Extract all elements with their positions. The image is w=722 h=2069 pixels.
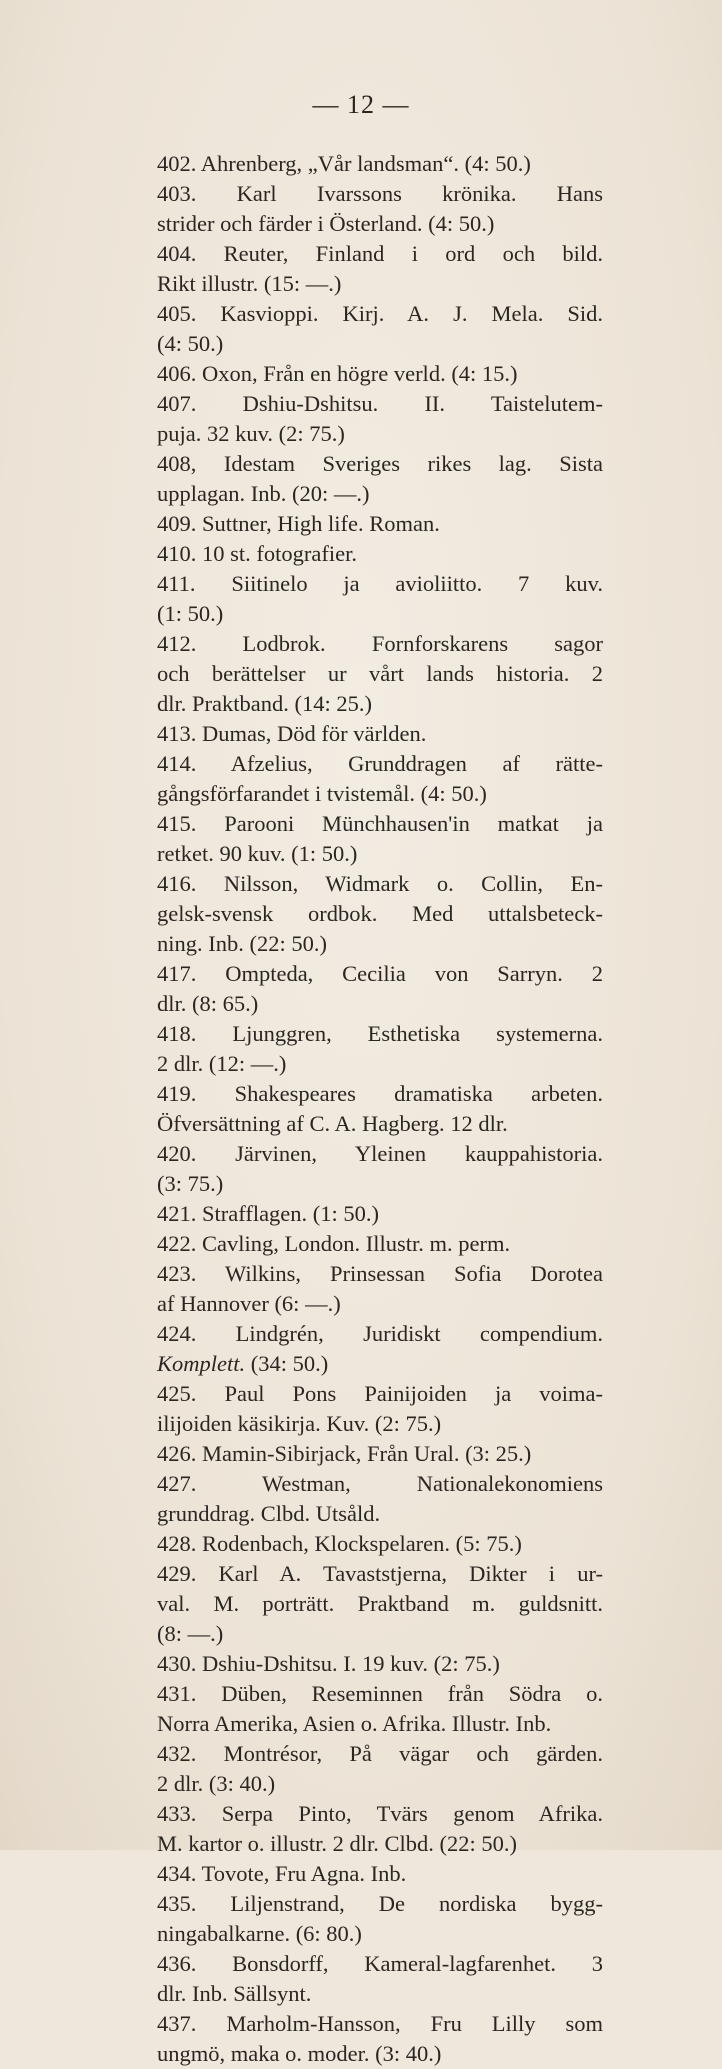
catalog-entry (157, 1229, 603, 1259)
catalog-entry (157, 359, 603, 389)
entry-line: val. M. porträtt. Praktband m. guldsnitt. (157, 1591, 603, 1616)
catalog-entry (157, 1529, 603, 1559)
catalog-entry (157, 179, 603, 239)
catalog-entry (157, 1079, 603, 1139)
catalog-entry (157, 1259, 603, 1319)
entry-line: Öfversättning af C. A. Hagberg. 12 dlr. (157, 1111, 508, 1136)
entry-line: ungmö, maka o. moder. (3: 40.) (157, 2041, 442, 2066)
catalog-entry (157, 719, 603, 749)
entry-line: retket. 90 kuv. (1: 50.) (157, 841, 358, 866)
entry-line: 405. Kasvioppi. Kirj. A. J. Mela. Sid. (157, 301, 603, 326)
entry-line: 402. Ahrenberg, „Vår landsman“. (4: 50.) (157, 151, 531, 176)
entry-line: 423. Wilkins, Prinsessan Sofia Dorotea (157, 1261, 603, 1286)
entry-line: 407. Dshiu-Dshitsu. II. Taistelutem- (157, 391, 603, 416)
catalog-entry (157, 149, 603, 179)
entry-line: 429. Karl A. Tavaststjerna, Dikter i ur- (157, 1561, 603, 1586)
entry-line: 413. Dumas, Död för världen. (157, 721, 427, 746)
catalog-entry (157, 1019, 603, 1079)
catalog-entry (157, 239, 603, 299)
entry-line: af Hannover (6: —.) (157, 1291, 341, 1316)
entry-line: 412. Lodbrok. Fornforskarens sagor (157, 631, 603, 656)
page-number: — 12 — (312, 90, 410, 119)
entry-line: 432. Montrésor, På vägar och gärden. (157, 1741, 603, 1766)
entry-line: 435. Liljenstrand, De nordiska bygg- (157, 1891, 603, 1916)
entry-line: 428. Rodenbach, Klockspelaren. (5: 75.) (157, 1531, 522, 1556)
entry-line: ningabalkarne. (6: 80.) (157, 1921, 362, 1946)
entry-line: 403. Karl Ivarssons krönika. Hans (157, 181, 603, 206)
catalog-entry (157, 1799, 603, 1859)
catalog-entry (157, 569, 603, 629)
catalog-entry (157, 1949, 603, 2009)
catalog-entry (157, 1739, 603, 1799)
entry-line: (1: 50.) (157, 601, 224, 626)
entry-line: 421. Strafflagen. (1: 50.) (157, 1201, 380, 1226)
catalog-entry (157, 299, 603, 359)
catalog-entry (157, 509, 603, 539)
entry-line: 437. Marholm-Hansson, Fru Lilly som (157, 2011, 603, 2036)
catalog-entry (157, 1889, 603, 1949)
catalog-entry (157, 1859, 603, 1889)
entry-line: M. kartor o. illustr. 2 dlr. Clbd. (22: 50.) (157, 1831, 517, 1856)
catalog-list (157, 149, 603, 2069)
entry-line: 414. Afzelius, Grunddragen af rätte- (157, 751, 603, 776)
entry-line: 2 dlr. (12: —.) (157, 1051, 287, 1076)
italic-note: Komplett. (157, 1351, 246, 1376)
entry-line: 418. Ljunggren, Esthetiska systemerna. (157, 1021, 603, 1046)
entry-line: 433. Serpa Pinto, Tvärs genom Afrika. (157, 1801, 603, 1826)
entry-line: 426. Mamin-Sibirjack, Från Ural. (3: 25.) (157, 1441, 532, 1466)
catalog-entry (157, 1379, 603, 1439)
entry-line: 436. Bonsdorff, Kameral-lagfarenhet. 3 (157, 1951, 603, 1976)
entry-line: 434. Tovote, Fru Agna. Inb. (157, 1861, 407, 1886)
entry-line: 419. Shakespeares dramatiska arbeten. (157, 1081, 603, 1106)
catalog-entry (157, 1199, 603, 1229)
price-note: (34: 50.) (245, 1351, 329, 1376)
catalog-entry (157, 1469, 603, 1529)
catalog-entry (157, 749, 603, 809)
entry-line: (4: 50.) (157, 331, 224, 356)
entry-line: 427. Westman, Nationalekonomiens (157, 1471, 603, 1496)
catalog-entry (157, 1559, 603, 1649)
catalog-entry (157, 449, 603, 509)
entry-line: upplagan. Inb. (20: —.) (157, 481, 370, 506)
catalog-entry (157, 1679, 603, 1739)
catalog-entry (157, 869, 603, 959)
entry-line: (3: 75.) (157, 1171, 224, 1196)
catalog-entry (157, 809, 603, 869)
entry-line: 416. Nilsson, Widmark o. Collin, En- (157, 871, 603, 896)
entry-line: ilijoiden käsikirja. Kuv. (2: 75.) (157, 1411, 442, 1436)
entry-line: (8: —.) (157, 1621, 224, 1646)
entry-line: 425. Paul Pons Painijoiden ja voima- (157, 1381, 603, 1406)
entry-line: strider och färder i Österland. (4: 50.) (157, 211, 495, 236)
entry-line: och berättelser ur vårt lands historia. 2 (157, 661, 603, 686)
catalog-entry (157, 629, 603, 719)
catalog-entry (157, 539, 603, 569)
catalog-entry (157, 389, 603, 449)
entry-line: Rikt illustr. (15: —.) (157, 271, 342, 296)
entry-line: 410. 10 st. fotografier. (157, 541, 357, 566)
catalog-entry (157, 1439, 603, 1469)
entry-line: puja. 32 kuv. (2: 75.) (157, 421, 345, 446)
catalog-entry (157, 1649, 603, 1679)
entry-line: Norra Amerika, Asien o. Afrika. Illustr. Inb. (157, 1711, 552, 1736)
entry-line: 430. Dshiu-Dshitsu. I. 19 kuv. (2: 75.) (157, 1651, 500, 1676)
entry-line: 409. Suttner, High life. Roman. (157, 511, 440, 536)
entry-line: gelsk-svensk ordbok. Med uttalsbeteck- (157, 901, 603, 926)
entry-line: 417. Ompteda, Cecilia von Sarryn. 2 (157, 961, 603, 986)
catalog-entry (157, 1139, 603, 1199)
entry-line: 404. Reuter, Finland i ord och bild. (157, 241, 603, 266)
entry-line: dlr. Inb. Sällsynt. (157, 1981, 312, 2006)
entry-line: dlr. Praktband. (14: 25.) (157, 691, 372, 716)
entry-line: ning. Inb. (22: 50.) (157, 931, 327, 956)
catalog-entry (157, 1319, 603, 1379)
entry-line: 406. Oxon, Från en högre verld. (4: 15.) (157, 361, 518, 386)
entry-line: 411. Siitinelo ja avioliitto. 7 kuv. (157, 571, 603, 596)
entry-line: gångsförfarandet i tvistemål. (4: 50.) (157, 781, 487, 806)
entry-line: 431. Düben, Reseminnen från Södra o. (157, 1681, 603, 1706)
catalog-entry (157, 2009, 603, 2069)
entry-line: 420. Järvinen, Yleinen kauppahistoria. (157, 1141, 603, 1166)
catalog-entry (157, 959, 603, 1019)
entry-line: 408, Idestam Sveriges rikes lag. Sista (157, 451, 603, 476)
entry-line: 2 dlr. (3: 40.) (157, 1771, 276, 1796)
entry-line: 422. Cavling, London. Illustr. m. perm. (157, 1231, 511, 1256)
entry-line: dlr. (8: 65.) (157, 991, 259, 1016)
entry-line: 424. Lindgrén, Juridiskt compendium. (157, 1321, 603, 1346)
entry-line (157, 1349, 603, 1379)
entry-line: grunddrag. Clbd. Utsåld. (157, 1501, 381, 1526)
entry-line: 415. Parooni Münchhausen'in matkat ja (157, 811, 603, 836)
